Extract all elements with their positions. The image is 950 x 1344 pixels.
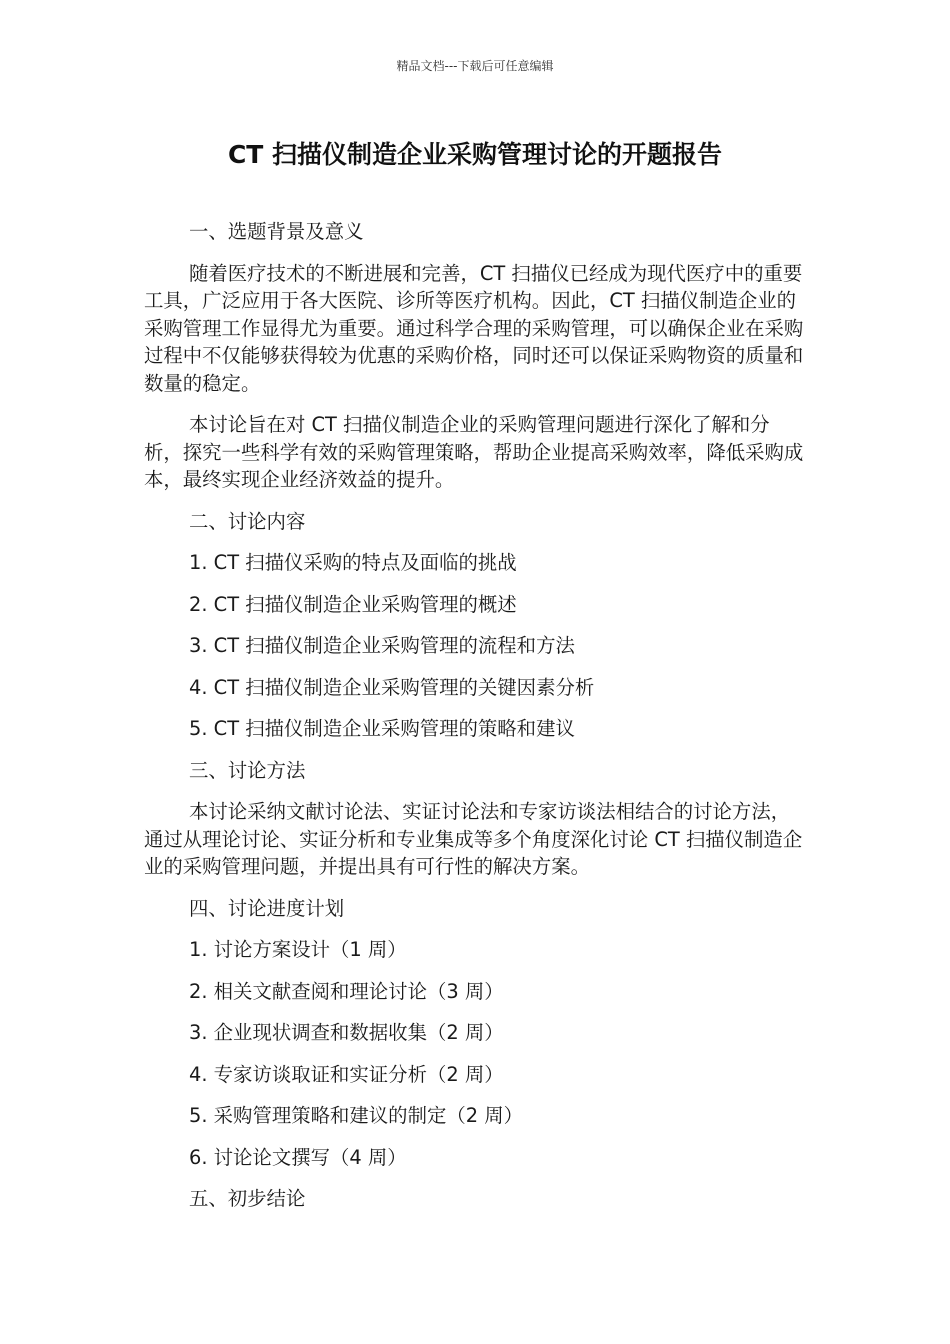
schedule-list-item: 5. 采购管理策略和建议的制定（2 周） xyxy=(189,1104,524,1127)
background-paragraph-1: 随着医疗技术的不断进展和完善，CT 扫描仪已经成为现代医疗中的重要工具，广泛应用于各大医院、诊所等医疗机构。因此，CT 扫描仪制造企业的采购管理工作显得尤为重要。通过科学合理的采购管理，可以确保企业在采购过程中不仅能够获得较为优惠的采购价格，同时还可以保证采购物资的质量和数量的稳定。 xyxy=(144,261,804,395)
schedule-list-item: 4. 专家访谈取证和实证分析（2 周） xyxy=(189,1062,504,1086)
section-heading-content: 二、讨论内容 xyxy=(189,509,306,533)
schedule-list-item: 2. 相关文献查阅和理论讨论（3 周） xyxy=(189,979,504,1003)
background-paragraph-2: 本讨论旨在对 CT 扫描仪制造企业的采购管理问题进行深化了解和分析，探究一些科学有效的采购管理策略，帮助企业提高采购效率，降低采购成本，最终实现企业经济效益的提升。 xyxy=(144,413,804,491)
schedule-list-item: 1. 讨论方案设计（1 周） xyxy=(189,938,407,961)
content-list-item: 4. CT 扫描仪制造企业采购管理的关键因素分析 xyxy=(189,675,595,699)
document-title: CT 扫描仪制造企业采购管理讨论的开题报告 xyxy=(227,140,723,169)
section-heading-schedule: 四、讨论进度计划 xyxy=(189,896,345,920)
content-list-item: 5. CT 扫描仪制造企业采购管理的策略和建议 xyxy=(189,717,575,740)
content-list-item: 3. CT 扫描仪制造企业采购管理的流程和方法 xyxy=(189,634,575,657)
document-body xyxy=(144,218,806,1227)
schedule-list-item: 6. 讨论论文撰写（4 周） xyxy=(189,1145,407,1169)
content-list-item: 2. CT 扫描仪制造企业采购管理的概述 xyxy=(189,592,517,616)
schedule-list-item: 3. 企业现状调查和数据收集（2 周） xyxy=(189,1021,504,1044)
page-header-note: 精品文档---下载后可任意编辑 xyxy=(396,59,554,73)
method-paragraph: 本讨论采纳文献讨论法、实证讨论法和专家访谈法相结合的讨论方法，通过从理论讨论、实证分析和专业集成等多个角度深化讨论 CT 扫描仪制造企业的采购管理问题，并提出具有可行性的解决方案。 xyxy=(144,800,803,878)
content-list-item: 1. CT 扫描仪采购的特点及面临的挑战 xyxy=(189,551,517,574)
section-heading-conclusion: 五、初步结论 xyxy=(189,1187,306,1210)
section-heading-background: 一、选题背景及意义 xyxy=(189,220,364,243)
section-heading-method: 三、讨论方法 xyxy=(189,758,306,782)
